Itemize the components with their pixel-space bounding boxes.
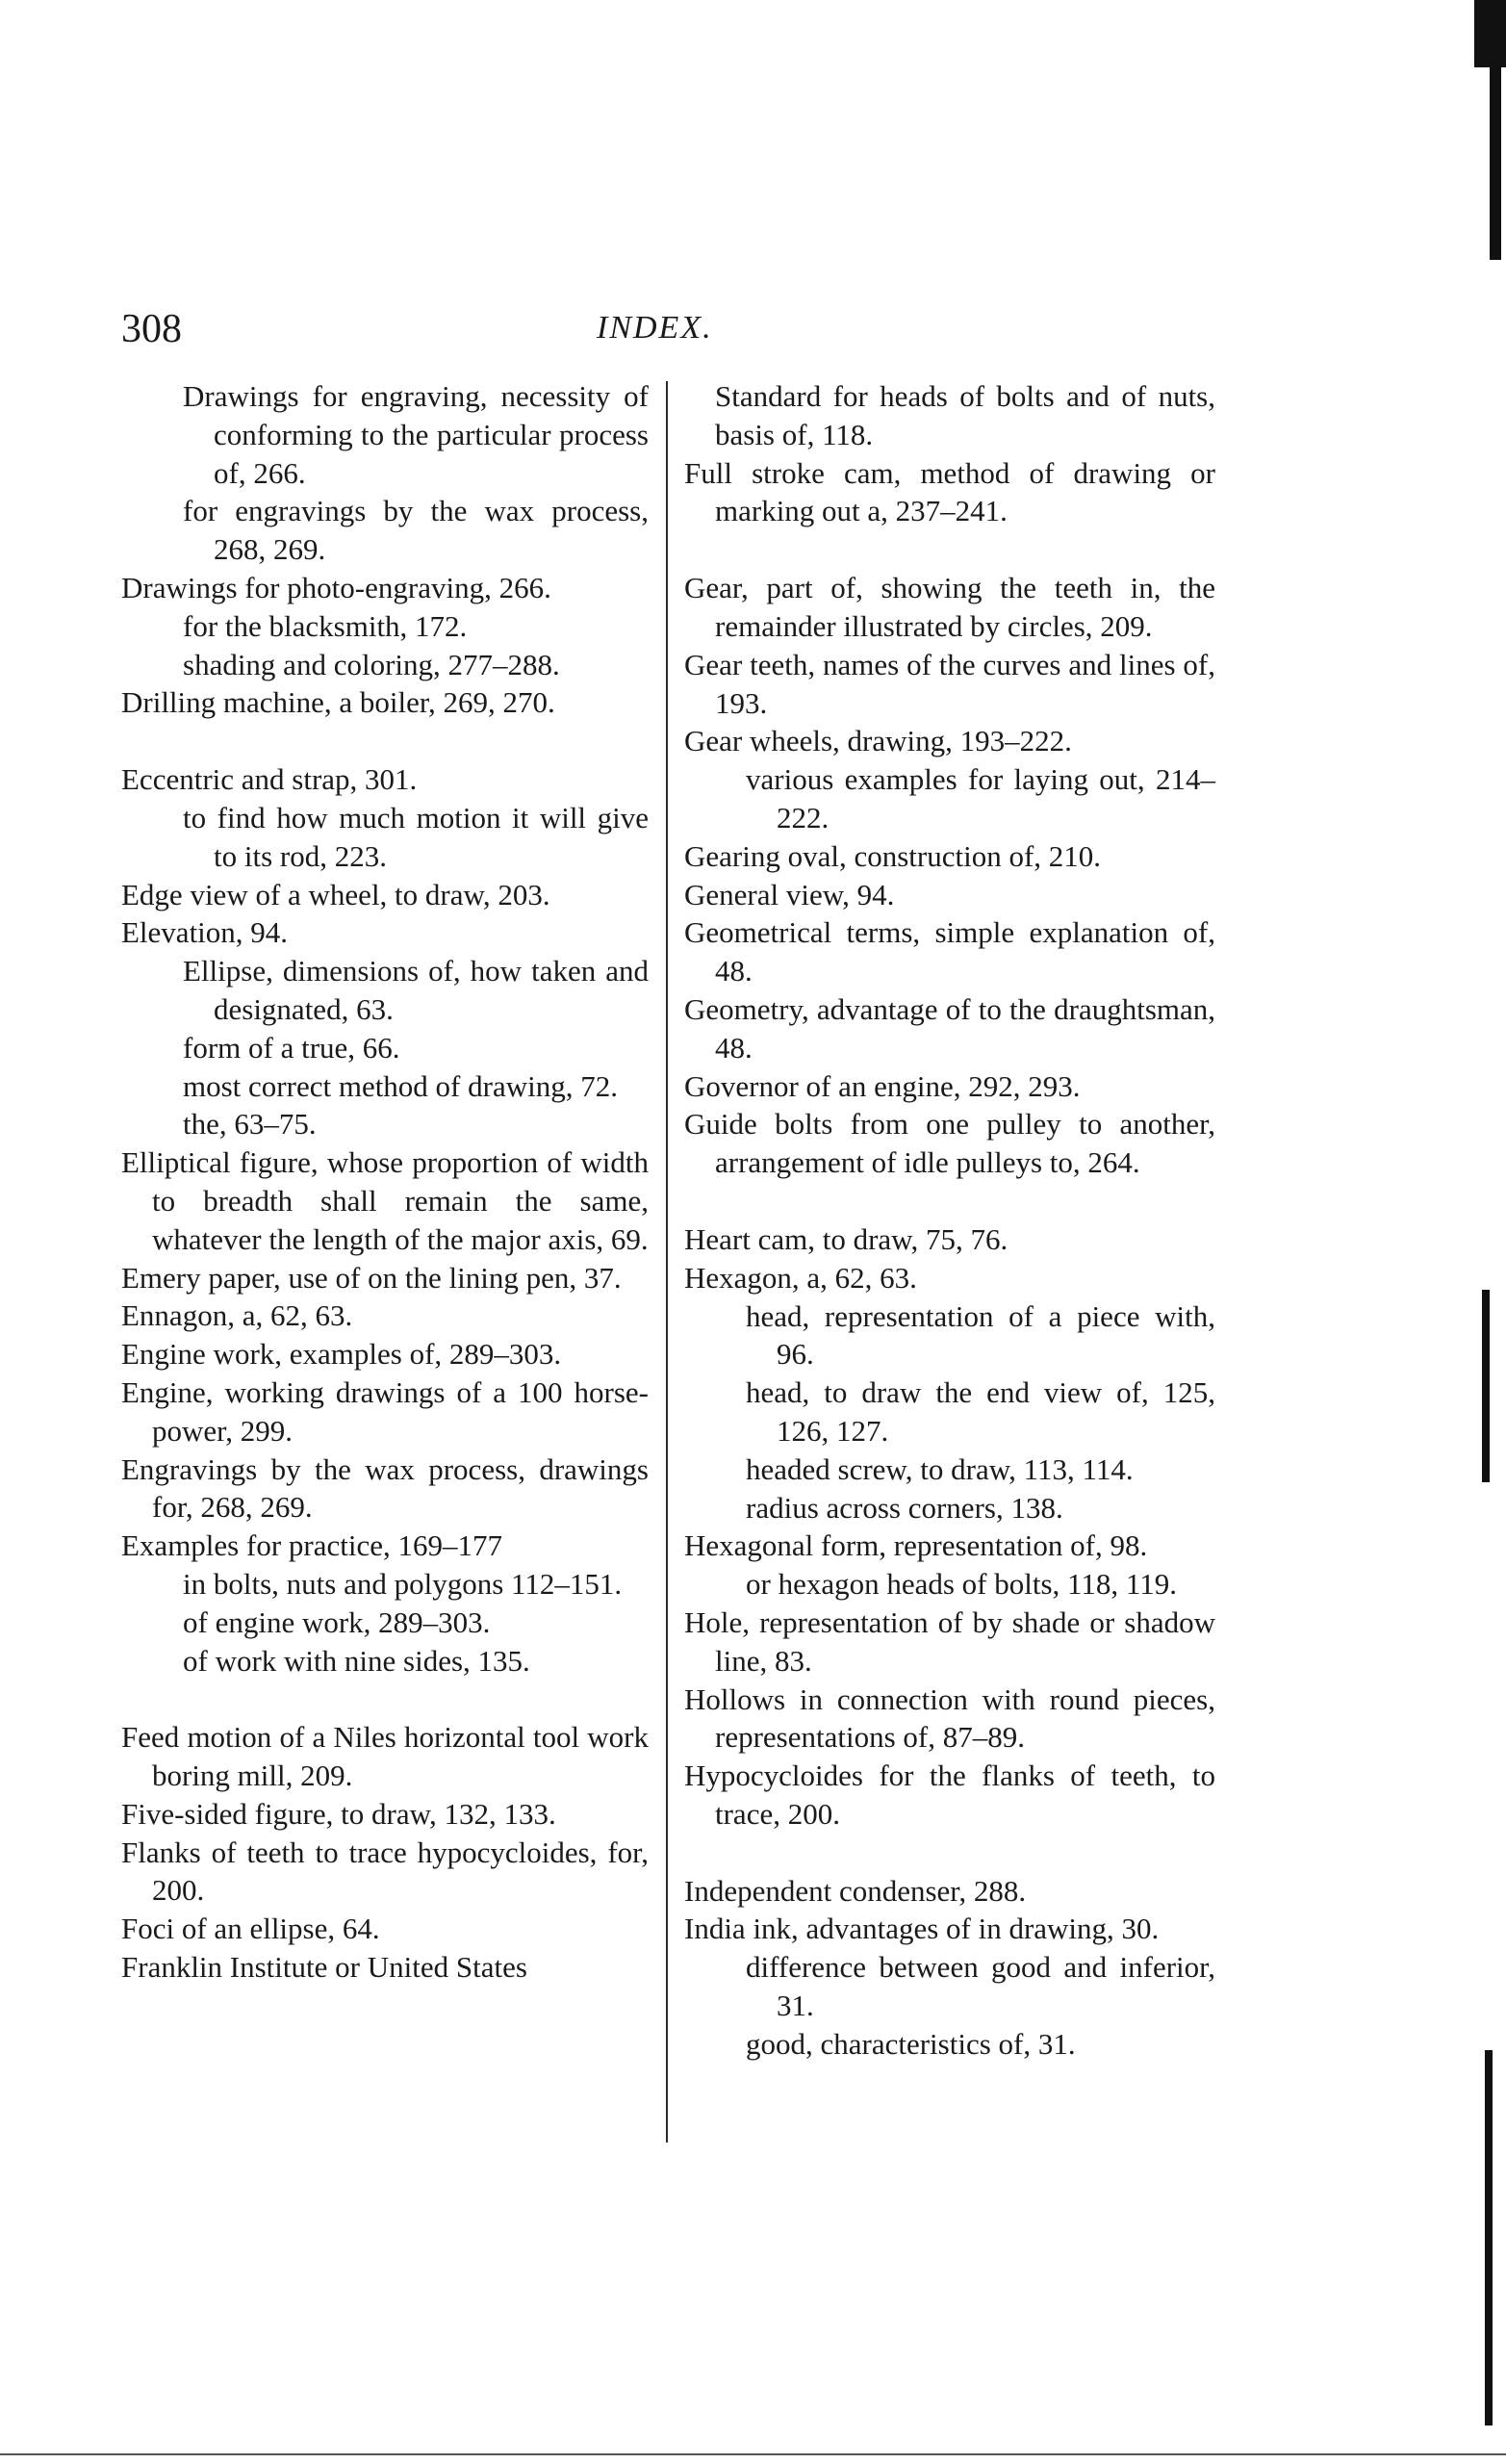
index-entry: Independent condenser, 288. [684,1873,1027,1908]
column-divider [666,381,668,2143]
section-gap [684,1182,1215,1220]
index-entry: Hypocycloides for the flanks of teeth, to trace, 200. [684,1758,1215,1831]
index-entry: Drawings for photo-engraving, 266. [121,570,551,604]
index-column-right [684,377,1215,2064]
index-entry: Guide bolts from one pulley to another, arrangement of idle pulleys to, 264. [684,1107,1215,1180]
scan-edge-mark [1482,1290,1490,1482]
index-entry: Drilling machine, a boiler, 269, 270. [121,685,555,720]
index-subentry: or hexagon heads of bolts, 118, 119. [746,1567,1177,1602]
index-entry: Gearing oval, construction of, 210. [684,838,1102,873]
index-entry: Geometry, advantage of to the draughtsman, 48. [684,991,1215,1065]
index-subentry: of work with nine sides, 135. [183,1643,530,1678]
index-entry: Feed motion of a Niles horizontal tool work boring mill, 209. [121,1720,649,1793]
index-entry: Engine work, examples of, 289–303. [121,1337,562,1372]
index-subentry: radius across corners, 138. [746,1490,1063,1525]
index-entry: Standard for heads of bolts and of nuts, basis of, 118. [715,379,1215,451]
index-entry: Examples for practice, 169–177 [121,1528,502,1563]
index-entry: Gear teeth, names of the curves and lines of, 193. [684,647,1215,720]
index-column-left [121,377,649,1987]
index-entry: Hole, representation of by shade or shadow line, 83. [684,1604,1215,1678]
index-entry: Elevation, 94. [121,915,289,950]
index-subentry: the, 63–75. [183,1107,317,1142]
index-subentry: most correct method of drawing, 72. [183,1068,618,1103]
index-entry: Drawings for engraving, necessity of conforming to the particular process of, 266. [183,379,649,490]
index-entry: India ink, advantages of in drawing, 30. [684,1912,1160,1946]
index-entry: Edge view of a wheel, to draw, 203. [121,877,550,911]
index-entry: Foci of an ellipse, 64. [121,1912,380,1946]
scan-edge-mark [1485,2050,1493,2426]
section-gap [121,722,649,760]
index-entry: Engine, working drawings of a 100 horse-power, 299. [121,1374,649,1448]
section-gap [684,530,1215,569]
scan-edge-mark [1490,67,1501,260]
index-subentry: to find how much motion it will give to its rod, 223. [183,800,649,873]
index-entry: Hollows in connection with round pieces, representations of, 87–89. [684,1681,1215,1755]
index-entry: Governor of an engine, 292, 293. [684,1068,1081,1103]
index-entry: Emery paper, use of on the lining pen, 37. [121,1260,622,1295]
scan-bottom-line [0,2453,1506,2455]
index-entry: Engravings by the wax process, drawings for, 268, 269. [121,1451,649,1525]
index-entry: Elliptical figure, whose proportion of width to breadth shall remain the same, whatever the length of the major axis, 69. [121,1145,649,1256]
scan-edge-mark [1474,0,1506,67]
index-entry: Gear wheels, drawing, 193–222. [684,724,1072,758]
index-entry: Full stroke cam, method of drawing or marking out a, 237–241. [684,455,1215,528]
index-entry: General view, 94. [684,877,895,911]
page-number: 308 [121,307,182,351]
index-subentry: form of a true, 66. [183,1030,400,1065]
index-entry: Hexagonal form, representation of, 98. [684,1528,1148,1563]
index-entry: Gear, part of, showing the teeth in, the remainder illustrated by circles, 209. [684,571,1215,643]
running-title: INDEX. [597,310,713,346]
index-subentry: of engine work, 289–303. [183,1604,491,1639]
index-subentry: shading and coloring, 277–288. [183,647,560,681]
index-subentry: for the blacksmith, 172. [183,608,468,643]
index-entry: Heart cam, to draw, 75, 76. [684,1221,1008,1256]
index-entry: Five-sided figure, to draw, 132, 133. [121,1796,556,1831]
index-entry: Ennagon, a, 62, 63. [121,1298,353,1333]
index-subentry: difference between good and inferior, 31. [746,1950,1215,2023]
index-entry: Franklin Institute or United States [121,1950,527,1985]
section-gap [684,1834,1215,1872]
index-subentry: head, representation of a piece with, 96. [746,1298,1215,1372]
index-subentry: good, characteristics of, 31. [746,2026,1076,2061]
index-entry: Flanks of teeth to trace hypocycloides, for, 200. [121,1835,649,1908]
index-entry: Hexagon, a, 62, 63. [684,1260,917,1295]
index-entry: Geometrical terms, simple explanation of, 48. [684,915,1215,988]
index-subentry: various examples for laying out, 214–222. [746,762,1215,834]
index-subentry: in bolts, nuts and polygons 112–151. [183,1566,623,1601]
index-entry: Eccentric and strap, 301. [121,762,418,797]
section-gap [121,1680,649,1718]
index-entry: Ellipse, dimensions of, how taken and designated, 63. [183,954,649,1026]
index-subentry: for engravings by the wax process, 268, 269. [183,494,649,567]
index-subentry: head, to draw the end view of, 125, 126, 127. [746,1375,1215,1448]
index-subentry: headed screw, to draw, 113, 114. [746,1451,1134,1486]
